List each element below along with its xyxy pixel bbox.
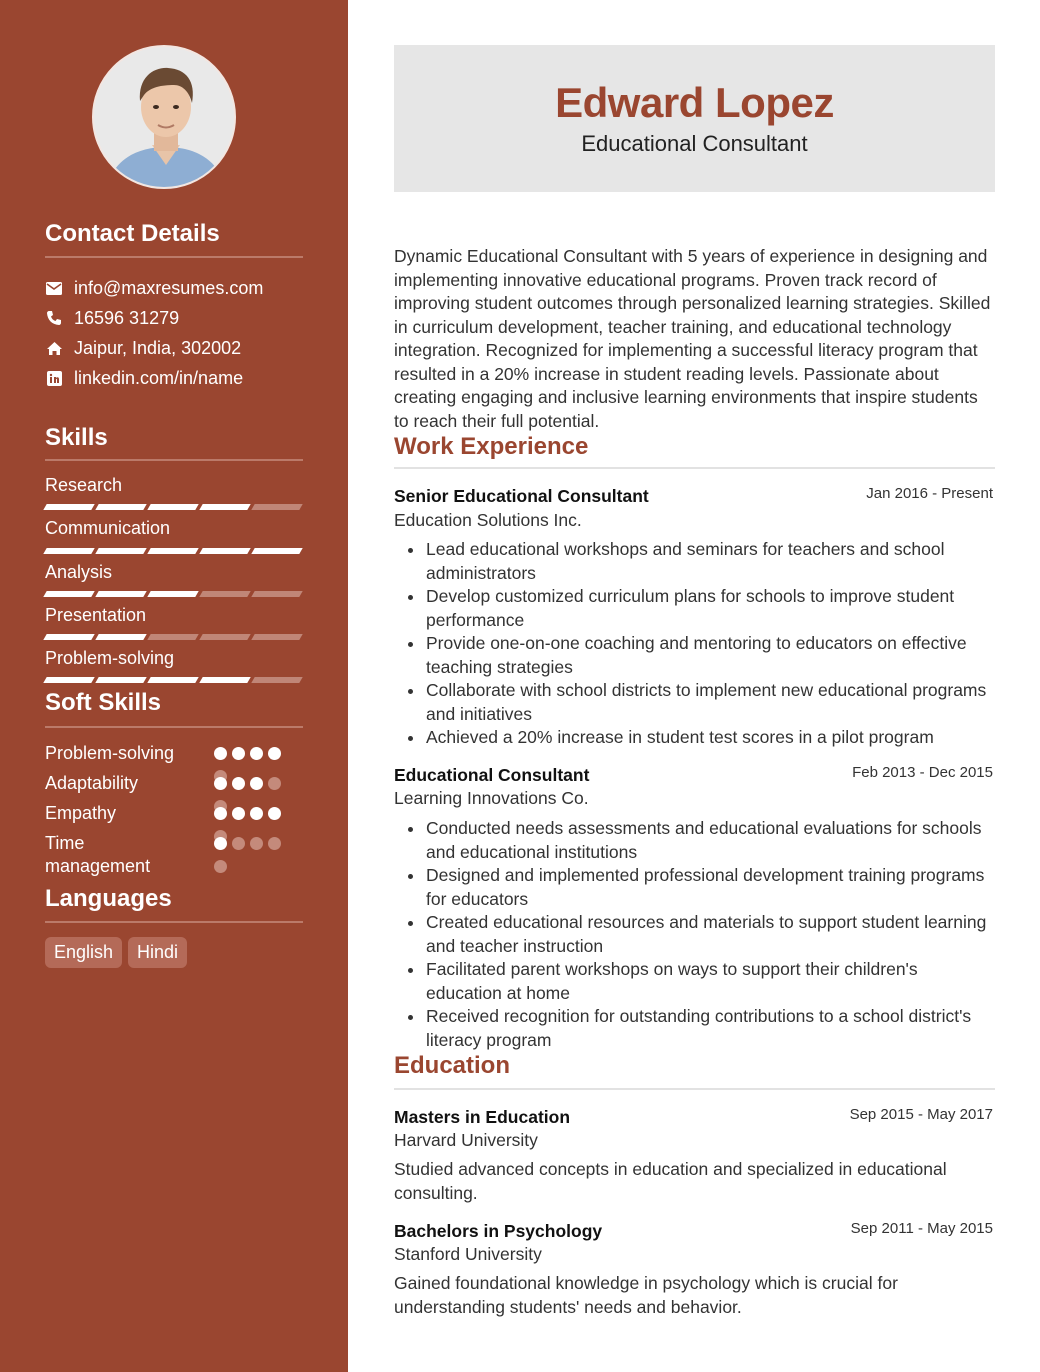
contact-address	[45, 337, 241, 359]
rating-dot	[268, 747, 281, 760]
skill-level-segment	[251, 677, 302, 683]
job-company: Education Solutions Inc.	[394, 510, 582, 530]
skill-bar	[45, 548, 303, 556]
linkedin-icon	[45, 369, 63, 387]
soft-skill-name: Problem-solving	[45, 743, 175, 763]
contact-phone-text: 16596 31279	[74, 307, 180, 328]
divider	[45, 256, 303, 258]
soft-skill-rating	[214, 747, 294, 761]
skill-name: Presentation	[45, 605, 147, 625]
list-item: Conducted needs assessments and educational evaluations for schools and educational institutions	[394, 817, 995, 864]
soft-skill-rating	[214, 777, 294, 791]
skill-level-segment	[147, 504, 198, 510]
rating-dot	[268, 777, 281, 790]
list-item: Achieved a 20% increase in student test scores in a pilot program	[394, 726, 995, 750]
languages-heading: Languages	[45, 885, 172, 912]
divider	[45, 921, 303, 923]
rating-dot	[232, 807, 245, 820]
language-tag: English	[45, 937, 122, 968]
sidebar	[0, 0, 348, 1372]
skill-level-segment	[199, 634, 250, 640]
portrait-photo	[94, 47, 236, 189]
home-icon	[45, 339, 63, 357]
skill-name: Communication	[45, 518, 171, 538]
education-date: Sep 2011 - May 2015	[850, 1220, 993, 1237]
skill-level-segment	[251, 634, 302, 640]
rating-dot	[250, 747, 263, 760]
phone-icon	[45, 309, 63, 327]
skill-bar	[45, 677, 303, 685]
contact-linkedin-text: linkedin.com/in/name	[74, 367, 244, 388]
skill-level-segment	[199, 677, 250, 683]
skill-name: Analysis	[45, 562, 113, 582]
soft-skill-name: Adaptability	[45, 773, 139, 793]
skill-level-segment	[43, 677, 94, 683]
soft-skills-heading: Soft Skills	[45, 689, 162, 716]
language-tag: Hindi	[128, 937, 187, 968]
contact-heading: Contact Details	[45, 220, 220, 247]
education-heading: Education	[394, 1052, 511, 1079]
email-icon	[45, 279, 63, 297]
job-title: Senior Educational Consultant	[394, 486, 649, 506]
job-date: Feb 2013 - Dec 2015	[852, 764, 993, 781]
summary: Dynamic Educational Consultant with 5 years of experience in designing and implementing innovative educational programs. Proven track record of improving student outcomes through personalized learning strategies. Skilled in curriculum development, teacher training, and educational technology integration. Recognized for implementing a successful literacy program that resulted in a 20% increase in student reading levels. Passionate about creating engaging and inclusive learning environments that inspire students to reach their full potential.	[394, 246, 991, 431]
contact-email[interactable]	[45, 277, 263, 299]
rating-dot	[232, 747, 245, 760]
job-company: Learning Innovations Co.	[394, 788, 589, 808]
skill-level-segment	[95, 677, 146, 683]
divider	[45, 726, 303, 728]
rating-dot	[214, 777, 227, 790]
job-title: Educational Consultant	[394, 765, 590, 785]
rating-dot	[250, 807, 263, 820]
education-description: Gained foundational knowledge in psychology which is crucial for understanding students' needs and behavior.	[394, 1273, 898, 1317]
work-heading: Work Experience	[394, 433, 589, 460]
rating-dot	[268, 807, 281, 820]
rating-dot	[232, 837, 245, 850]
skill-level-segment	[199, 591, 250, 597]
degree-title: Masters in Education	[394, 1107, 571, 1127]
divider	[45, 459, 303, 461]
skill-level-segment	[43, 504, 94, 510]
soft-skill-name: Time management	[45, 833, 151, 876]
rating-dot	[250, 837, 263, 850]
rating-dot	[214, 747, 227, 760]
list-item: Received recognition for outstanding contributions to a school district's literacy program	[394, 1005, 995, 1052]
skill-name: Research	[45, 475, 123, 495]
skill-level-segment	[251, 548, 302, 554]
skill-level-segment	[251, 504, 302, 510]
list-item: Provide one-on-one coaching and mentoring to educators on effective teaching strategies	[394, 632, 995, 679]
education-date: Sep 2015 - May 2017	[849, 1106, 993, 1123]
skill-level-segment	[95, 548, 146, 554]
soft-skill-rating	[214, 807, 294, 821]
rating-dot	[232, 777, 245, 790]
skill-level-segment	[147, 634, 198, 640]
skill-level-segment	[95, 634, 146, 640]
skills-heading: Skills	[45, 424, 108, 451]
list-item: Created educational resources and materials to support student learning and teacher instruction	[394, 911, 995, 958]
contact-phone[interactable]	[45, 307, 179, 329]
skill-level-segment	[147, 591, 198, 597]
skill-level-segment	[43, 591, 94, 597]
avatar	[92, 45, 236, 189]
job-date: Jan 2016 - Present	[866, 485, 993, 502]
skill-level-segment	[95, 504, 146, 510]
skill-level-segment	[43, 548, 94, 554]
skill-level-segment	[199, 504, 250, 510]
education-description: Studied advanced concepts in education and specialized in educational consulting.	[394, 1159, 947, 1203]
contact-address-text: Jaipur, India, 302002	[74, 337, 242, 358]
list-item: Designed and implemented professional development training programs for educators	[394, 864, 995, 911]
list-item: Lead educational workshops and seminars for teachers and school administrators	[394, 538, 995, 585]
skill-level-segment	[147, 548, 198, 554]
job-bullets	[394, 538, 995, 750]
contact-linkedin[interactable]	[45, 367, 243, 389]
skill-level-segment	[147, 677, 198, 683]
skill-level-segment	[251, 591, 302, 597]
skill-name: Problem-solving	[45, 648, 175, 668]
school-name: Harvard University	[394, 1130, 538, 1150]
list-item: Develop customized curriculum plans for schools to improve student performance	[394, 585, 995, 632]
rating-dot	[214, 837, 227, 850]
skill-level-segment	[43, 634, 94, 640]
divider	[394, 467, 995, 469]
rating-dot	[214, 860, 227, 873]
list-item: Facilitated parent workshops on ways to support their children's education at home	[394, 958, 995, 1005]
candidate-name: Edward Lopez	[555, 79, 834, 126]
rating-dot	[268, 837, 281, 850]
degree-title: Bachelors in Psychology	[394, 1221, 603, 1241]
candidate-title: Educational Consultant	[581, 131, 808, 156]
header	[394, 45, 995, 192]
rating-dot	[250, 777, 263, 790]
soft-skill-rating	[214, 837, 294, 851]
soft-skill-name: Empathy	[45, 803, 117, 823]
skill-bar	[45, 504, 303, 512]
rating-dot	[214, 807, 227, 820]
skill-bar	[45, 634, 303, 642]
school-name: Stanford University	[394, 1244, 542, 1264]
contact-email-text: info@maxresumes.com	[74, 277, 264, 298]
job-bullets	[394, 817, 995, 1052]
list-item: Collaborate with school districts to implement new educational programs and initiatives	[394, 679, 995, 726]
divider	[394, 1088, 995, 1090]
skill-level-segment	[95, 591, 146, 597]
skill-level-segment	[199, 548, 250, 554]
skill-bar	[45, 591, 303, 599]
